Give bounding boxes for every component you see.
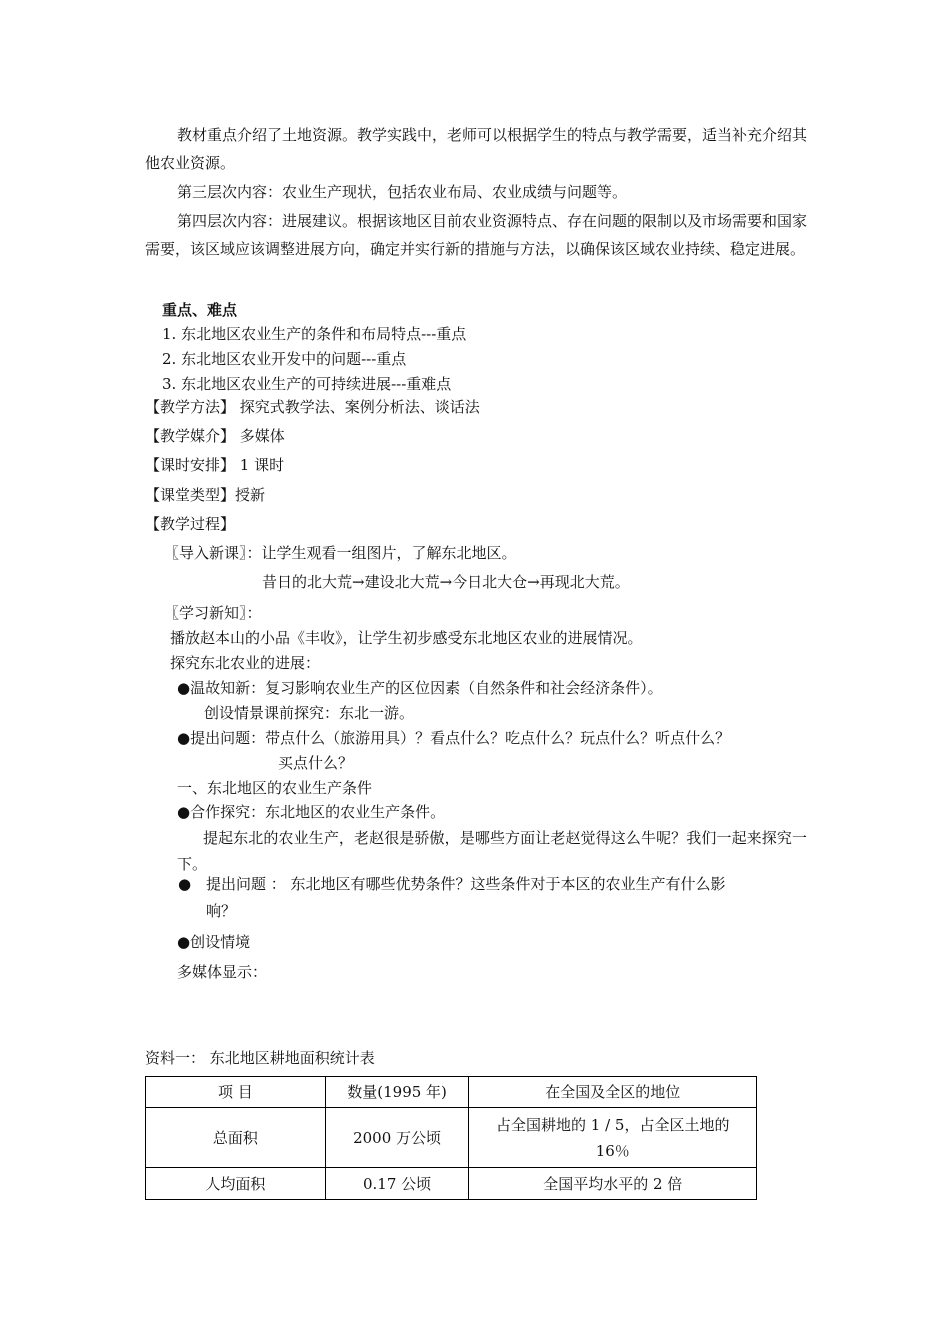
table-caption: 资料一： 东北地区耕地面积统计表 xyxy=(145,1049,375,1067)
scene-text: 创设情景课前探究：东北一游。 xyxy=(204,704,415,722)
table-cell: 人均面积 xyxy=(146,1168,326,1200)
intro-new-lesson: 〖导入新课〗：让学生观看一组图片，了解东北地区。 xyxy=(164,544,517,562)
table-cell: 全国平均水平的 2 倍 xyxy=(469,1168,757,1200)
review-bullet: ●温故知新：复习影响农业生产的区位因素（自然条件和社会经济条件）。 xyxy=(177,679,663,697)
table-header-cell: 项 目 xyxy=(146,1077,326,1108)
question-bullet: ●提出问题：带点什么（旅游用具）？看点什么？吃点什么？玩点什么？听点什么？ xyxy=(177,729,731,747)
table-row xyxy=(146,1168,757,1200)
key-point-item: 3. 东北地区农业生产的可持续进展---重难点 xyxy=(162,375,452,393)
table-header-cell: 数量(1995 年) xyxy=(325,1077,469,1108)
create-scene-bullet: ●创设情境 xyxy=(177,933,251,951)
table-header-cell: 在全国及全区的地位 xyxy=(469,1077,757,1108)
learn-new-heading: 〖学习新知〗： xyxy=(164,604,262,622)
section-heading: 一、东北地区的农业生产条件 xyxy=(177,779,373,797)
table-cell: 0.17 公顷 xyxy=(325,1168,469,1200)
table-header-row xyxy=(146,1077,757,1108)
class-type: 【课堂类型】授新 xyxy=(145,486,266,504)
key-points-heading: 重点、难点 xyxy=(162,301,238,319)
play-sketch-text: 播放赵本山的小品《丰收》，让学生初步感受东北地区农业的进展情况。 xyxy=(170,629,643,647)
explore-heading: 探究东北农业的进展： xyxy=(170,654,321,672)
key-point-item: 2. 东北地区农业开发中的问题---重点 xyxy=(162,350,407,368)
table-cell: 2000 万公顷 xyxy=(325,1108,469,1168)
table-row xyxy=(146,1108,757,1168)
teaching-media: 【教学媒介】 多媒体 xyxy=(145,427,285,445)
timeline-text: 昔日的北大荒→建设北大荒→今日北大仓→再现北大荒。 xyxy=(262,573,630,591)
table-cell: 总面积 xyxy=(146,1108,326,1168)
bullet-icon: ● xyxy=(178,875,192,893)
paragraph-resources: 教材重点介绍了土地资源。教学实践中，老师可以根据学生的特点与教学需要，适当补充介绍其他农业资源。 xyxy=(145,126,808,172)
question-two-text: 提出问题 ： 东北地区有哪些优势条件？这些条件对于本区的农业生产有什么影 xyxy=(206,875,726,893)
farmland-table xyxy=(145,1076,757,1200)
key-point-item: 1. 东北地区农业生产的条件和布局特点---重点 xyxy=(162,325,467,343)
question-two-continuation: 响？ xyxy=(206,902,237,920)
paragraph-level-three: 第三层次内容：农业生产现状，包括农业布局、农业成绩与问题等。 xyxy=(177,183,628,201)
teaching-process-heading: 【教学过程】 xyxy=(145,515,236,533)
multimedia-label: 多媒体显示： xyxy=(177,963,268,981)
paragraph-level-four: 第四层次内容：进展建议。根据该地区目前农业资源特点、存在问题的限制以及市场需要和国家需要，该区域应该调整进展方向，确定并实行新的措施与方法，以确保该区域农业持续、稳定进展。 xyxy=(145,212,808,258)
question-continuation: 买点什么？ xyxy=(278,754,354,772)
class-hours: 【课时安排】 1 课时 xyxy=(145,456,285,474)
coop-bullet: ●合作探究：东北地区的农业生产条件。 xyxy=(177,803,446,821)
teaching-method: 【教学方法】 探究式教学法、案例分析法、谈话法 xyxy=(145,398,480,416)
table-cell: 占全国耕地的 1 / 5，占全区土地的 16％ xyxy=(469,1108,757,1168)
lao-zhao-paragraph: 提起东北的农业生产，老赵很是骄傲，是哪些方面让老赵觉得这么牛呢？我们一起来探究一下。 xyxy=(177,829,807,873)
